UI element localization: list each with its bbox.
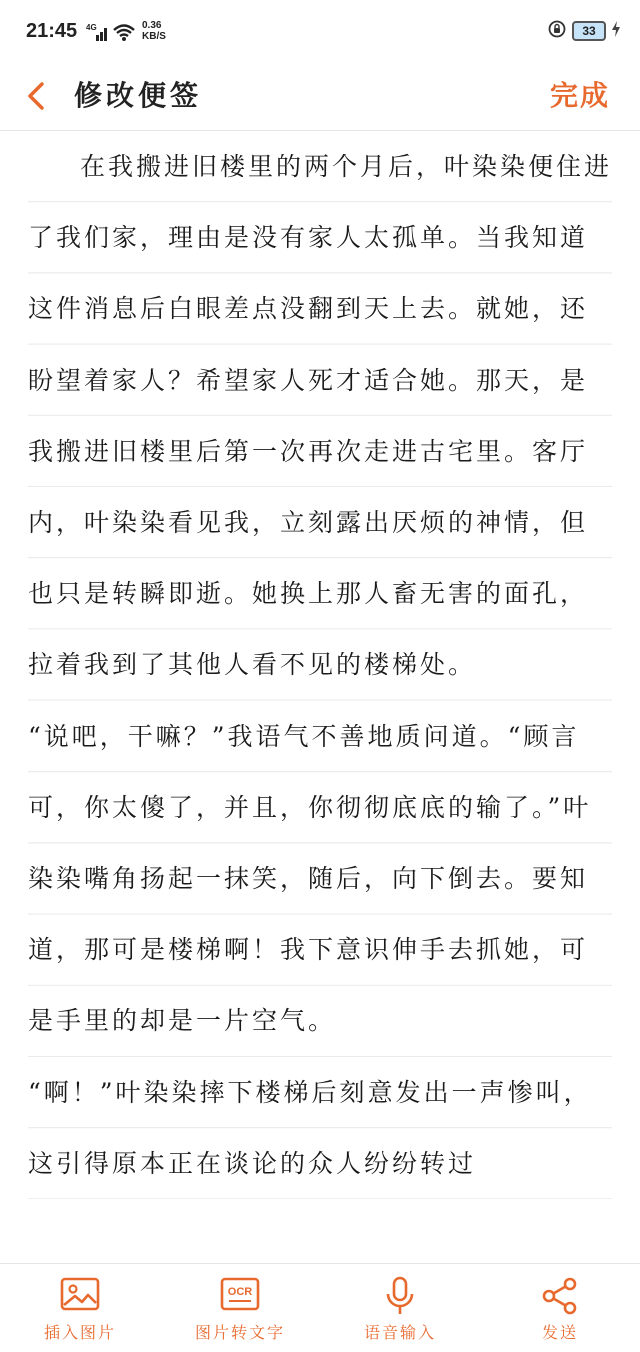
ocr-label: 图片转文字 (194, 1323, 285, 1342)
svg-text:OCR: OCR (227, 1286, 253, 1298)
battery-icon (572, 21, 606, 41)
battery-level: 33 (582, 24, 596, 38)
bottom-divider (0, 1347, 640, 1352)
status-bar (0, 0, 640, 64)
share-icon (540, 1276, 580, 1316)
speed-unit: KB/S (142, 31, 166, 42)
speed-value: 0.36 (142, 20, 162, 31)
insert-image-label: 插入图片 (43, 1323, 116, 1342)
note-paragraph[interactable]: 在我搬进旧楼里的两个月后，叶染染便住进了我们家，理由是没有家人太孤单。当我知道这件消息后白眼差点没翻到天上去。就她，还盼望着家人？希望家人死才适合她。那天，是我搬进旧楼里后第一次再次走进古宅里。客厅内，叶染染看见我，立刻露出厌烦的神情，但也只是转瞬即逝。她换上那人畜无害的面孔，拉着我到了其他人看不见的楼梯处。 (28, 131, 612, 701)
ocr-button[interactable] (160, 1264, 320, 1352)
network-speed (142, 20, 166, 42)
header (0, 64, 640, 131)
charging-icon (612, 21, 620, 41)
note-paragraph[interactable]: “说吧，干嘛？”我语气不善地质问道。“顾言可，你太傻了，并且，你彻彻底底的输了。”叶染染嘴角扬起一抹笑，随后，向下倒去。要知道，那可是楼梯啊！我下意识伸手去抓她，可是手里的却是一片空气。 (28, 701, 612, 1057)
insert-image-button[interactable] (0, 1264, 160, 1352)
voice-input-label: 语音输入 (363, 1323, 436, 1342)
status-time: 21:45 (26, 20, 78, 42)
done-button[interactable]: 完成 (549, 79, 610, 112)
back-button[interactable] (22, 76, 52, 116)
page-title: 修改便签 (74, 79, 203, 112)
network-type: 4G (86, 23, 97, 32)
ocr-icon (220, 1276, 260, 1312)
note-editor[interactable] (28, 131, 612, 1261)
note-paragraph[interactable]: “啊！”叶染染摔下楼梯后刻意发出一声惨叫，这引得原本正在谈论的众人纷纷转过 (28, 1057, 612, 1199)
bottom-toolbar (0, 1263, 640, 1352)
microphone-icon (380, 1276, 420, 1316)
signal-icon (86, 22, 138, 46)
alarm-icon (548, 20, 566, 42)
image-icon (60, 1276, 100, 1312)
send-label: 发送 (541, 1323, 578, 1342)
voice-input-button[interactable] (320, 1264, 480, 1352)
chevron-left-icon (22, 76, 52, 116)
send-button[interactable] (480, 1264, 640, 1352)
